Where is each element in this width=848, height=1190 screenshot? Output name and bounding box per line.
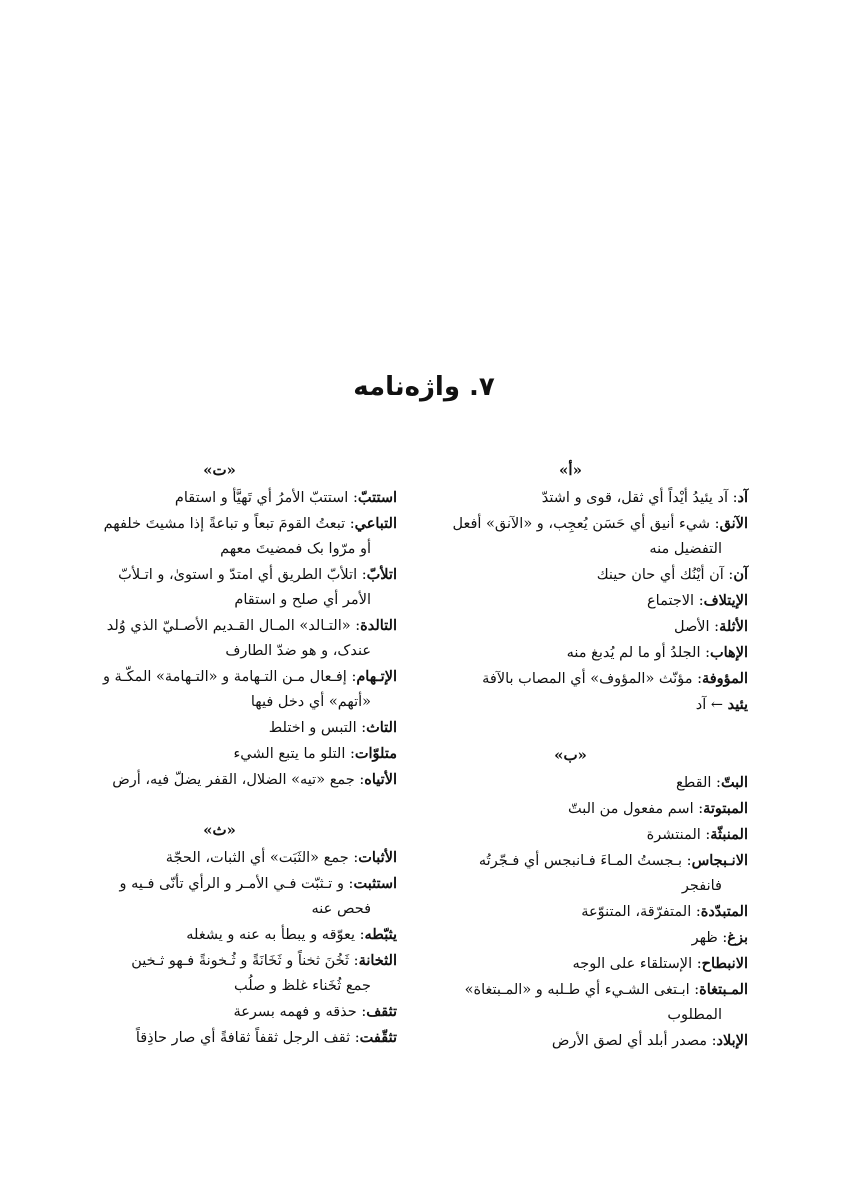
page-title: ۷. واژه‌نامه [353,372,495,402]
entry-definition-continued: فحص عنه [311,901,371,917]
glossary-entry [393,770,748,796]
entry-headword: التالدة [360,617,397,634]
glossary-section [42,818,397,1051]
entry-definition: : ظهر [691,930,728,946]
entry-headword: المبتوتة [703,800,748,817]
entry-headword: المنبثّة [710,826,748,843]
glossary-section [393,458,748,718]
entry-headword: استثبت [353,875,397,892]
glossary-entry [393,511,748,562]
section-letter-header: «أ» [559,461,582,479]
entry-definition: : الاجتماع [647,593,704,609]
entry-definition: : القطع [676,775,721,791]
glossary-entry [393,899,748,925]
entry-definition: : آد يئيدُ أيْداً أي ثقل، قوى و اشتدّ [541,490,738,506]
entry-definition: : ابـتغى الشـيء أي طـلبه و «المـبتغاة» [464,982,700,998]
glossary-entry [393,951,748,977]
entry-definition: ← آد [695,697,728,713]
glossary-entry [42,922,397,948]
entry-headword: الأثبات [358,849,397,866]
entry-definition: : المنتشرة [646,827,711,843]
entry-headword: الأتياه [364,771,397,788]
entry-definition: : التبس و اختلط [268,720,367,736]
entry-headword: الإهاب [709,644,748,661]
entry-definition: : الإستلقاء على الوجه [572,956,702,972]
entry-definition-continued: أو مرّوا بک فمضيتَ معهم [220,541,371,557]
glossary-column-right [393,458,748,1079]
entry-definition-continued: جمع ثُخَناء غلظ و صلُب [233,978,371,994]
glossary-entry [42,511,397,562]
glossary-entry [393,562,748,588]
entry-headword: التاث [366,719,397,736]
glossary-entry [42,845,397,871]
section-letter-header: «ت» [203,461,236,479]
entry-definition: : إفـعال مـن التـهامة و «التـهامة» المكّـة و [102,669,357,685]
entry-definition: : اتلأبّ الطريق أي امتدّ و استوىٰ، و اتـلأبّ [118,567,367,583]
entry-definition-continued: المطلوب [667,1007,722,1023]
entry-headword: الإتـهام [356,668,397,685]
glossary-section [42,458,397,793]
entry-definition: : ثَخُنَ ثخناً و ثَخَانَةً و ثُـخونةً فـهو ثـخين [131,953,359,969]
entry-headword: التباعي [354,515,397,532]
glossary-entry [42,1025,397,1051]
glossary-entry [42,613,397,664]
glossary-entry [393,485,748,511]
entry-headword: الإبلاد [716,1032,748,1049]
entry-definition: : الجلدُ أو ما لم يُدبغ منه [566,645,710,661]
entry-headword: تثقّفت [359,1029,397,1046]
entry-definition: : ثقف الرجل ثقفاً ثقافةً أي صار حاذِقاً [135,1030,360,1046]
entry-definition: : جمع «تيه» الضلال، القفر يضلّ فيه، أرض [112,772,365,788]
entry-headword: اتلأبّ [366,566,397,583]
glossary-entry [393,588,748,614]
entry-definition: : تبعتُ القومَ تبعاً و تباعةً إذا مشيتَ خلفهم [103,516,355,532]
entry-definition: : المتفرّقة، المتنوّعة [581,904,701,920]
entry-headword: البتّ [720,774,748,791]
glossary-entry [42,999,397,1025]
entry-headword: يئيد [727,696,748,713]
entry-definition: : مؤنّث «المؤوف» أي المصاب بالآفة [482,671,702,687]
entry-definition: : و تـثبّت فـي الأمـر و الرأي تأنّى فـيه و [119,876,354,892]
glossary-entry [42,664,397,715]
entry-headword: بزغ [727,929,748,946]
entry-headword: الانـبجاس [691,852,748,869]
glossary-entry [393,848,748,899]
glossary-section [393,743,748,1054]
entry-definition-continued: التفضيل منه [649,541,722,557]
glossary-entry [42,485,397,511]
entry-headword: استتبّ [357,489,397,506]
entry-headword: الانبطاح [701,955,748,972]
entry-headword: المؤوفة [701,670,748,687]
glossary-entry [393,1028,748,1054]
entry-definition: : شيء أنيق أي حَسَن يُعجِب، و «الآنق» أفعل [452,516,720,532]
glossary-entry [42,741,397,767]
glossary-entry [393,796,748,822]
entry-headword: يثبّطه [364,926,397,943]
entry-headword: المـبتغاة [699,981,748,998]
entry-headword: آن [733,566,748,583]
glossary-entry [393,666,748,692]
entry-headword: الإيتلاف [703,592,748,609]
glossary-entry [393,822,748,848]
entry-headword: تثقف [366,1003,397,1020]
glossary-entry [42,562,397,613]
entry-definition: : التلو ما يتبع الشيء [233,746,355,762]
entry-headword: الثخانة [358,952,397,969]
entry-headword: المتبدّدة [700,903,748,920]
glossary-column-left [42,458,397,1076]
entry-definition-continued: «أتهم» أي دخل فيها [250,694,371,710]
glossary-entry [393,640,748,666]
glossary-entry [42,948,397,999]
entry-definition: : اسم مفعول من البتّ [567,801,704,817]
entry-definition-continued: الأمر أي صلح و استقام [234,592,371,608]
glossary-entry [42,715,397,741]
entry-definition: : حذقه و فهمه بسرعة [233,1004,367,1020]
entry-definition: : «التـالد» المـال القـديم الأصـليّ الذي وُلد [106,618,361,634]
glossary-entry [393,692,748,718]
glossary-entry [42,767,397,793]
section-letter-header: «ث» [203,821,236,839]
entry-headword: الآنق [719,515,748,532]
glossary-entry [393,977,748,1028]
entry-definition: : استتبّ الأمرُ أي تَهيَّأ و استقام [174,490,358,506]
entry-definition: : مصدر أبلد أي لصق الأرض [551,1033,717,1049]
entry-definition: : آن أيْنُك أي حان حينك [596,567,734,583]
section-letter-header: «ب» [554,746,587,764]
entry-headword: متلوّات [354,745,397,762]
entry-definition: : جمع «الثَبَت» أي الثبات، الحجّة [165,850,359,866]
entry-definition: : يعوّقه و يبطأ به عنه و يشغله [186,927,365,943]
glossary-entry [393,614,748,640]
entry-definition: : بـجستُ المـاءَ فـانبجس أي فـجّرتُه [478,853,692,869]
entry-headword: آد [737,489,748,506]
entry-definition-continued: عندک، و هو ضدّ الطارف [225,643,371,659]
glossary-entry [393,925,748,951]
entry-definition-continued: فانفجر [681,878,722,894]
glossary-entry [42,871,397,922]
entry-definition: : الأصل [673,619,720,635]
entry-headword: الأثلة [719,618,748,635]
